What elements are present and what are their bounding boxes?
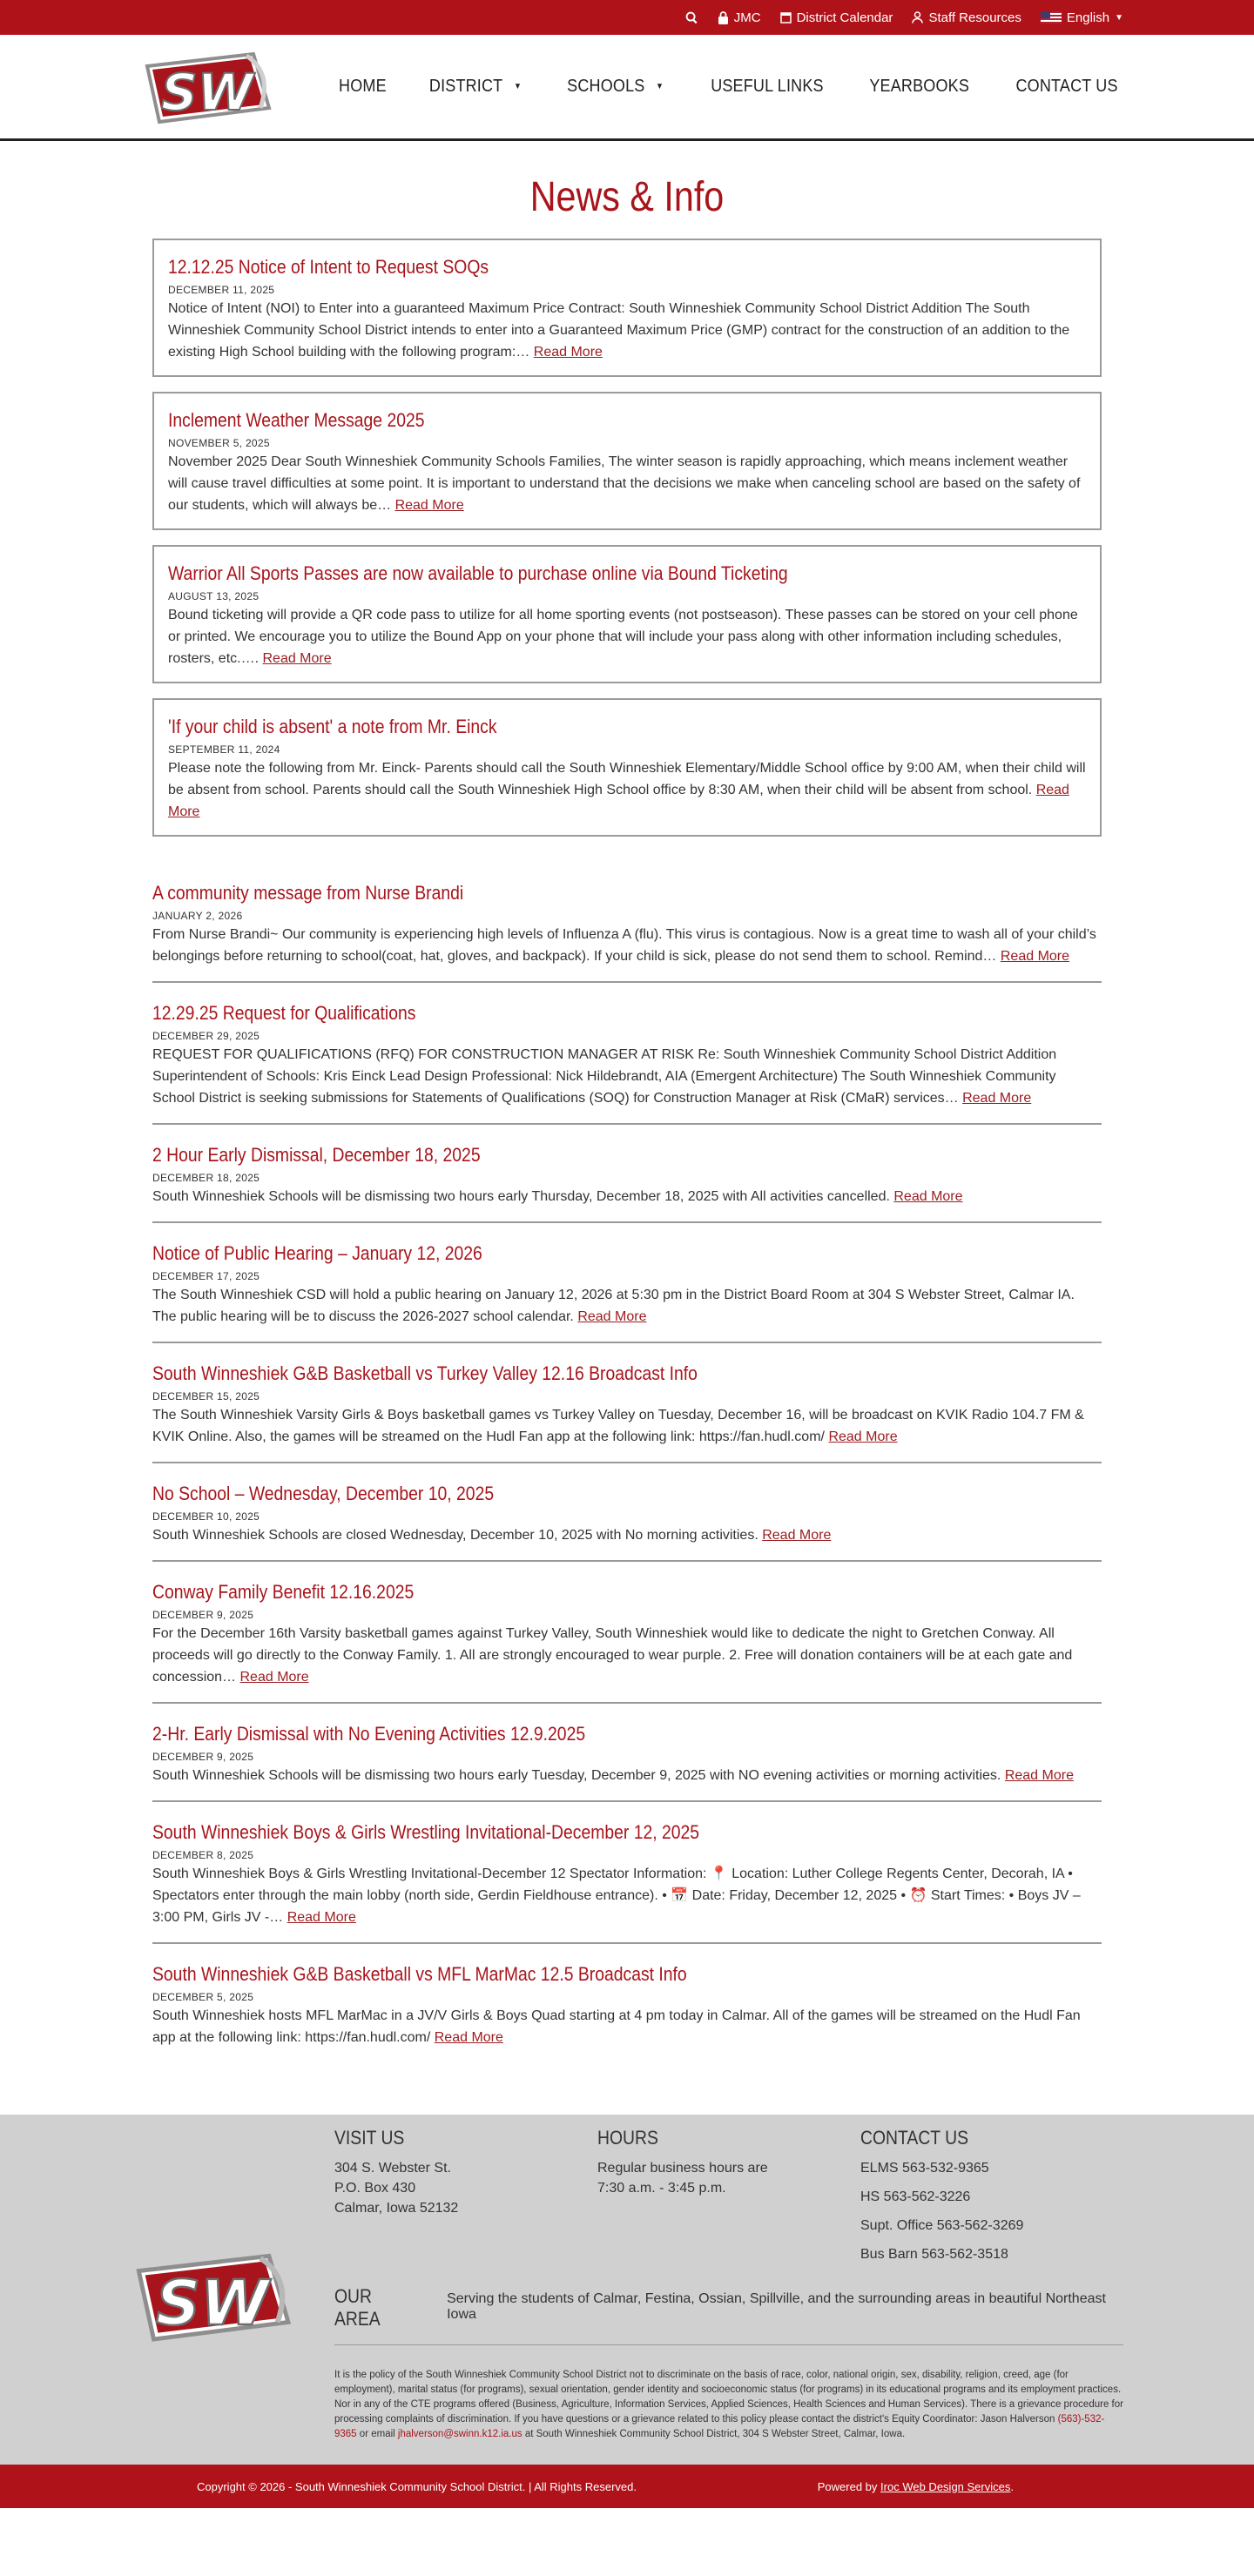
copyright-bar <box>0 2465 1254 2508</box>
language-label: English <box>1066 10 1110 25</box>
post-date: DECEMBER 5, 2025 <box>152 1991 254 2003</box>
footer-columns <box>334 2127 1123 2264</box>
search-icon <box>685 11 698 24</box>
footer-sw-logo[interactable] <box>132 2245 298 2348</box>
jmc-link[interactable] <box>718 10 761 25</box>
post-title-link[interactable]: 2 Hour Early Dismissal, December 18, 2025 <box>152 1144 481 1166</box>
post-date: JANUARY 2, 2026 <box>152 910 243 922</box>
dropdown-arrow-icon: ▼ <box>656 82 664 91</box>
post-date: DECEMBER 18, 2025 <box>152 1172 260 1184</box>
district-calendar-label: District Calendar <box>796 10 893 25</box>
post-title-link[interactable]: Conway Family Benefit 12.16.2025 <box>152 1581 415 1603</box>
post-date: DECEMBER 8, 2025 <box>152 1849 254 1861</box>
read-more-link[interactable]: Read More <box>394 498 464 513</box>
post-title-link[interactable]: South Winneshiek Boys & Girls Wrestling Invitational-December 12, 2025 <box>152 1821 700 1843</box>
nav-useful-links[interactable] <box>711 77 824 97</box>
nav-contact-us[interactable] <box>1015 77 1117 97</box>
post-excerpt <box>152 1186 1102 1207</box>
staff-resources-label: Staff Resources <box>928 10 1021 25</box>
top-utility-bar <box>0 0 1254 35</box>
post-excerpt-text: Bound ticketing will provide a QR code pass to utilize for all home sporting events (not postseason). These passes can be stored on your cell phone or printed. We encourage you to utilize the Bound App on your phone that will include your pass along with other information including schedules, rosters, etc.…. <box>168 608 1078 666</box>
nav-district[interactable] <box>429 77 522 97</box>
post-date: DECEMBER 29, 2025 <box>152 1030 260 1042</box>
news-item <box>152 1242 1102 1343</box>
site-footer <box>0 2115 1254 2465</box>
footer-logo-text: SW <box>155 2266 269 2339</box>
post-title-link[interactable]: 2-Hr. Early Dismissal with No Evening Activities 12.9.2025 <box>152 1723 586 1745</box>
policy-text: It is the policy of the South Winneshiek Community School District not to discriminate on the basis of race, color, national origin, sex, disability, religion, creed, age (for employment), marital status (for programs), sexual orientation, gender identity and socioeconomic status (for programs) in its educational programs and its employment practices. Nor in any of the CTE programs offered (Business, Agriculture, Information Services, Applied Sciences, Health Sciences and Human Services). There is a grievance procedure for processing complaints of discrimination. If you have questions or a grievance related to this policy please contact the district's Equity Coordinator: Jason Halverson <box>334 2370 1123 2425</box>
address-line-1: 304 S. Webster St. <box>334 2161 451 2176</box>
post-excerpt-text: South Winneshiek Boys & Girls Wrestling Invitational-December 12 Spectator Information: 📍 Location: Luther College Regents Center, Decorah, IA • Spectators enter through the main lobby (north side, Gerdin Fieldhouse entrance). • 📅 Date: Friday, December 12, 2025 • ⏰ Start Times: • Boys JV – 3:00 PM, Girls JV -… <box>152 1866 1081 1925</box>
post-date: DECEMBER 9, 2025 <box>152 1609 254 1621</box>
read-more-link[interactable]: Read More <box>577 1309 647 1324</box>
visit-us-heading: VISIT US <box>334 2127 405 2149</box>
news-item <box>152 1581 1102 1704</box>
post-title-link[interactable]: 'If your child is absent' a note from Mr. Einck <box>168 716 497 737</box>
site-header <box>0 35 1254 141</box>
news-item <box>152 1002 1102 1125</box>
our-area-heading: OUR AREA <box>334 2285 381 2330</box>
nav-district-label: DISTRICT <box>429 77 503 96</box>
post-excerpt <box>152 924 1102 967</box>
post-excerpt <box>152 1404 1102 1448</box>
contact-us-column <box>860 2127 1123 2264</box>
powered-by <box>818 2480 1014 2493</box>
contact-phone[interactable]: Bus Barn 563-562-3518 <box>860 2247 1008 2262</box>
post-title-link[interactable]: No School – Wednesday, December 10, 2025 <box>152 1483 495 1504</box>
news-item <box>152 1483 1102 1562</box>
nav-useful-links-label: USEFUL LINKS <box>710 77 824 96</box>
post-excerpt <box>152 1765 1102 1786</box>
hours-line-1: Regular business hours are <box>597 2161 768 2176</box>
read-more-link[interactable]: Read More <box>1004 1768 1074 1783</box>
featured-post-card <box>152 698 1102 837</box>
read-more-link[interactable]: Read More <box>828 1429 898 1444</box>
post-title-link[interactable]: A community message from Nurse Brandi <box>152 882 464 904</box>
our-area-text: Serving the students of Calmar, Festina, Ossian, Spillville, and the surrounding areas in beautiful Northeast Iowa <box>447 2291 1106 2322</box>
caret-down-icon: ▼ <box>1115 12 1123 23</box>
read-more-link[interactable]: Read More <box>533 345 603 360</box>
post-excerpt <box>152 1863 1102 1928</box>
policy-tail: at South Winneshiek Community School District, 304 S Webster Street, Calmar, Iowa. <box>524 2429 906 2439</box>
post-excerpt <box>168 451 1086 516</box>
post-date: DECEMBER 9, 2025 <box>152 1751 254 1763</box>
post-excerpt <box>152 1044 1102 1109</box>
post-excerpt-text: REQUEST FOR QUALIFICATIONS (RFQ) FOR CONSTRUCTION MANAGER AT RISK Re: South Winneshiek Community School District Addition Superintendent of Schools: Kris Einck Lead Design Professional: Nick Hildebrandt, AIA (Emergent Architecture) The South Winneshiek Community School District is seeking submissions for Statements of Qualifications (SOQ) for Construction Manager at Risk (CMaR) services… <box>152 1047 1057 1106</box>
post-date: DECEMBER 10, 2025 <box>152 1510 260 1523</box>
district-calendar-link[interactable] <box>780 10 893 25</box>
post-excerpt-text: South Winneshiek Schools will be dismissing two hours early Tuesday, December 9, 2025 with NO evening activities or morning activities. <box>152 1768 1001 1783</box>
post-title-link[interactable]: Notice of Public Hearing – January 12, 2026 <box>152 1242 482 1264</box>
post-excerpt <box>168 757 1086 823</box>
post-excerpt-text: South Winneshiek Schools are closed Wednesday, December 10, 2025 with No morning activities. <box>152 1528 758 1543</box>
powered-by-suffix: . <box>1010 2479 1014 2493</box>
read-more-link[interactable]: Read More <box>434 2030 503 2045</box>
dropdown-arrow-icon: ▼ <box>514 82 522 91</box>
post-excerpt <box>152 1524 1102 1546</box>
post-excerpt <box>168 604 1086 669</box>
post-title-link[interactable]: Warrior All Sports Passes are now available to purchase online via Bound Ticketing <box>168 562 788 584</box>
sw-logo[interactable] <box>142 47 277 127</box>
hours-column <box>597 2127 860 2264</box>
post-title-link[interactable]: 12.12.25 Notice of Intent to Request SOQs <box>168 256 489 278</box>
hours-heading: HOURS <box>597 2127 658 2149</box>
post-excerpt-text: Notice of Intent (NOI) to Enter into a guaranteed Maximum Price Contract: South Winneshiek Community School District Addition The South Winneshiek Community School District intends to enter into a Guaranteed Maximum Price (GMP) contract for the construction of an addition to the existing High School building with the following program:… <box>168 301 1070 360</box>
featured-post-card <box>152 545 1102 683</box>
hours-line-2: 7:30 a.m. - 3:45 p.m. <box>597 2181 726 2196</box>
powered-by-prefix: Powered by <box>817 2479 878 2493</box>
news-item <box>152 1362 1102 1463</box>
user-icon <box>912 11 923 24</box>
contact-phone[interactable]: HS 563-562-3226 <box>860 2189 971 2204</box>
us-flag-icon <box>1041 11 1062 24</box>
featured-post-card <box>152 392 1102 530</box>
post-excerpt <box>152 1623 1102 1688</box>
post-date: DECEMBER 11, 2025 <box>168 284 275 296</box>
language-selector[interactable] <box>1041 10 1123 25</box>
visit-us-column <box>334 2127 597 2264</box>
news-item <box>152 1821 1102 1944</box>
staff-resources-link[interactable] <box>912 10 1021 25</box>
nav-home[interactable] <box>339 77 387 97</box>
read-more-link[interactable]: Read More <box>1000 949 1070 964</box>
main-content <box>152 141 1102 2062</box>
address-line-2: P.O. Box 430 <box>334 2181 416 2196</box>
lock-icon <box>718 11 729 24</box>
post-excerpt <box>152 2005 1102 2048</box>
nav-yearbooks-label: YEARBOOKS <box>869 77 970 96</box>
page-title: News & Info <box>529 174 725 220</box>
post-excerpt-text: South Winneshiek Schools will be dismissing two hours early Thursday, December 18, 2025 with All activities cancelled. <box>152 1189 890 1204</box>
read-more-link[interactable]: Read More <box>287 1910 356 1925</box>
contact-phone[interactable]: Supt. Office 563-562-3269 <box>860 2218 1024 2233</box>
read-more-link[interactable]: Read More <box>168 783 1069 819</box>
main-nav <box>336 77 1123 97</box>
post-date: DECEMBER 15, 2025 <box>152 1390 260 1402</box>
nav-schools-label: SCHOOLS <box>567 77 645 96</box>
post-date: NOVEMBER 5, 2025 <box>168 437 270 449</box>
contact-us-heading: CONTACT US <box>860 2127 969 2149</box>
post-title-link[interactable]: South Winneshiek G&B Basketball vs Turkey Valley 12.16 Broadcast Info <box>152 1362 698 1384</box>
jmc-label: JMC <box>733 10 761 25</box>
powered-by-link[interactable]: Iroc Web Design Services <box>880 2479 1011 2493</box>
read-more-link[interactable]: Read More <box>893 1189 963 1204</box>
our-area <box>334 2285 1123 2345</box>
post-title-link[interactable]: Inclement Weather Message 2025 <box>168 409 425 431</box>
featured-post-card <box>152 239 1102 377</box>
read-more-link[interactable]: Read More <box>762 1528 832 1543</box>
post-excerpt <box>168 298 1086 363</box>
news-item <box>152 1144 1102 1223</box>
nav-yearbooks[interactable] <box>870 77 970 97</box>
post-date: AUGUST 13, 2025 <box>168 590 260 602</box>
policy-phone-link[interactable]: (563)-532-9365 <box>334 2414 1105 2439</box>
calendar-icon <box>780 11 792 24</box>
news-item <box>152 1963 1102 2062</box>
search-button[interactable] <box>685 11 698 24</box>
post-excerpt-text: The South Winneshiek CSD will hold a public hearing on January 12, 2026 at 5:30 pm in the District Board Room at 304 S Webster Street, Calmar IA. The public hearing will be to discuss the 2026-2027 school calendar. <box>152 1288 1075 1324</box>
nav-schools[interactable] <box>567 77 664 97</box>
post-excerpt-text: November 2025 Dear South Winneshiek Community Schools Families, The winter season is rapidly approaching, which means inclement weather will cause travel difficulties at some point. It is important to understand that the decisions we make when canceling school are based on the safety of our students, which will always be… <box>168 454 1081 513</box>
contact-phone[interactable]: ELMS 563-532-9365 <box>860 2161 989 2176</box>
nav-home-label: HOME <box>339 77 388 96</box>
post-title-link[interactable]: South Winneshiek G&B Basketball vs MFL MarMac 12.5 Broadcast Info <box>152 1963 687 1985</box>
post-excerpt-text: South Winneshiek hosts MFL MarMac in a JV/V Girls & Boys Quad starting at 4 pm today in Calmar. All of the games will be streamed on the Hudl Fan app at the following link: https://fan.hudl.com/ <box>152 2008 1081 2045</box>
post-excerpt <box>152 1284 1102 1328</box>
post-excerpt-text: From Nurse Brandi~ Our community is experiencing high levels of Influenza A (flu). This virus is contagious. Now is a great time to wash all of your child’s belongings before returning to school(coat, hat, gloves, and backpack). If your child is sick, please do not send them to school. Remind… <box>152 927 1096 964</box>
featured-posts <box>152 239 1102 837</box>
news-item <box>152 1723 1102 1802</box>
nav-contact-us-label: CONTACT US <box>1015 77 1118 96</box>
read-more-link[interactable]: Read More <box>262 651 332 666</box>
post-date: DECEMBER 17, 2025 <box>152 1270 260 1282</box>
post-title-link[interactable]: 12.29.25 Request for Qualifications <box>152 1002 416 1024</box>
news-item <box>152 882 1102 983</box>
read-more-link[interactable]: Read More <box>239 1670 309 1685</box>
post-excerpt-text: For the December 16th Varsity basketball games against Turkey Valley, South Winneshiek would like to dedicate the night to Gretchen Conway. All proceeds will go directly to the Conway Family. 1. All are strongly encouraged to wear purple. 2. Free will donation containers will be at each gate and concession… <box>152 1626 1073 1685</box>
logo-text: SW <box>161 62 253 122</box>
post-date: SEPTEMBER 11, 2024 <box>168 743 280 756</box>
policy-email-link[interactable]: jhalverson@swinn.k12.ia.us <box>397 2429 522 2439</box>
nondiscrimination-policy <box>334 2368 1123 2442</box>
read-more-link[interactable]: Read More <box>962 1091 1032 1106</box>
news-list <box>152 882 1102 2062</box>
post-excerpt-text: The South Winneshiek Varsity Girls & Boys basketball games vs Turkey Valley on Tuesday, December 16, will be broadcast on KVIK Radio 104.7 FM & KVIK Online. Also, the games will be streamed on the Hudl Fan app at the following link: https://fan.hudl.com/ <box>152 1408 1084 1444</box>
copyright-text: Copyright © 2026 - South Winneshiek Community School District. | All Rights Reserved. <box>197 2479 637 2493</box>
post-excerpt-text: Please note the following from Mr. Einck- Parents should call the South Winneshiek Elementary/Middle School office by 9:00 AM, when their child will be absent from school. Parents should call the South Winneshiek High School office by 8:30 AM, when their child will be absent from school. <box>168 761 1086 797</box>
address-line-3: Calmar, Iowa 52132 <box>334 2201 459 2216</box>
policy-or-email: or email <box>359 2429 395 2439</box>
